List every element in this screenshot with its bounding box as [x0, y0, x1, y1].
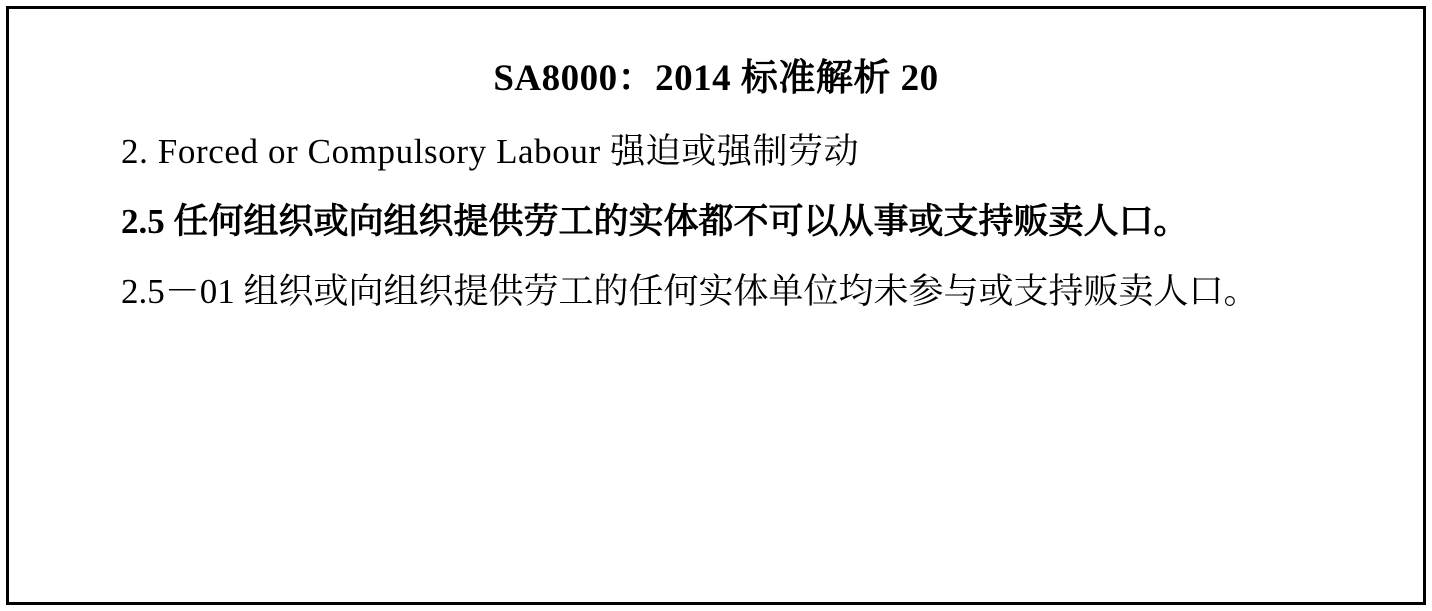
clause-heading: 2. Forced or Compulsory Labour 强迫或强制劳动	[121, 132, 860, 172]
slide-frame	[6, 6, 1426, 605]
page-title: SA8000：2014 标准解析 20	[493, 58, 939, 99]
clause-2-5-01-paragraph: 2.5－01 组织或向组织提供劳工的任何实体单位均未参与或支持贩卖人口。	[121, 271, 1259, 311]
clause-2-5-paragraph: 2.5 任何组织或向组织提供劳工的实体都不可以从事或支持贩卖人口。	[121, 201, 1189, 241]
